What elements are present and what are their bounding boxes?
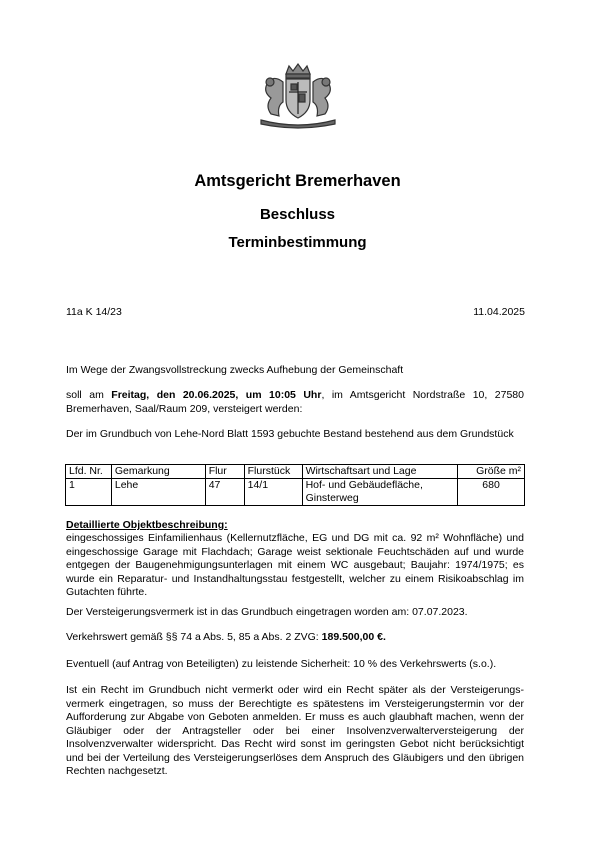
cell-flurstueck: 14/1: [244, 479, 302, 506]
term-prefix: soll am: [66, 389, 112, 401]
intro-paragraph: Im Wege der Zwangsvollstreckung zwecks Aufhebung der Gemeinschaft: [66, 364, 404, 376]
col-header-wirtschaftsart: Wirtschaftsart und Lage: [302, 465, 458, 479]
table-header-row: [66, 465, 525, 479]
market-value-amount: 189.500,00 €.: [321, 631, 386, 643]
col-header-gemarkung: Gemarkung: [111, 465, 205, 479]
document-title: Terminbestimmung: [228, 234, 367, 251]
land-register-paragraph: Der im Grundbuch von Lehe-Nord Blatt 1593 gebuchte Bestand bestehend aus dem Grundstück: [66, 428, 514, 440]
market-value: [66, 631, 524, 645]
document-type: Beschluss: [259, 206, 336, 223]
market-value-label: Verkehrswert gemäß §§ 74 a Abs. 5, 85 a Abs. 2 ZVG:: [66, 631, 322, 643]
document-date: 11.04.2025: [473, 306, 525, 318]
auction-term-paragraph: [66, 389, 524, 416]
cell-gemarkung: Lehe: [111, 479, 205, 506]
cell-wirtschaftsart: Hof- und Gebäudefläche, Ginsterweg: [302, 479, 458, 506]
col-header-flur: Flur: [205, 465, 244, 479]
col-header-flurstueck: Flurstück: [244, 465, 302, 479]
col-header-lfd-nr: Lfd. Nr.: [66, 465, 112, 479]
col-header-groesse: Größe m²: [458, 465, 525, 479]
case-reference: 11a K 14/23: [66, 306, 122, 318]
cell-flur: 47: [205, 479, 244, 506]
object-description-heading: [66, 519, 524, 533]
rights-paragraph: Ist ein Recht im Grundbuch nicht vermerkt oder wird ein Recht später als der Versteigerungs-vermerk eingetragen, so muss der Berechtigte es spätestens im Versteigerungstermin vor der Aufforderung zur Abgabe von Geboten anmelden. Er muss es auch glaubhaft machen, wenn der Gläubiger oder der Antragsteller oder bei einer Insolvenzverwalterversteigerung der Insolvenzverwalter widerspricht. Das Recht wird sonst im geringsten Gebot nicht berücksichtigt und bei der Verteilung des Versteigerungserlöses dem Anspruch des Gläubigers und den übrigen Rechten nachgesetzt.: [66, 684, 524, 777]
term-datetime: Freitag, den 20.06.2025, um 10:05 Uhr: [111, 389, 322, 401]
object-description-text: eingeschossiges Einfamilienhaus (Kellernutzfläche, EG und DG mit ca. 92 m² Wohnfläche) und eingeschossige Garage mit Flachdach; Garage weist sektionale Feuchtschäden auf und wurde entgegen der Baugenehmigungsunterlagen mit einem WC ausgebaut; Baujahr: 1974/1975; es wurde ein Reparatur- und Instandhaltungsstau festgestellt, welcher zu einem Risikoabschlag im Gutachten führte.: [66, 532, 524, 598]
coat-of-arms-icon: [253, 60, 343, 130]
object-description-title: Detaillierte Objektbeschreibung:: [66, 519, 228, 531]
term-location: , im Amtsgericht Nordstraße 10, 27580 Bremerhaven, Saal/Raum 209, versteigert werden:: [66, 389, 524, 415]
court-name: Amtsgericht Bremerhaven: [194, 172, 401, 190]
security-note: Eventuell (auf Antrag von Beteiligten) zu leistende Sicherheit: 10 % des Verkehrswerts (s.o.).: [66, 658, 497, 670]
plot-table: [65, 464, 525, 506]
register-note: Der Versteigerungsvermerk ist in das Grundbuch eingetragen worden am: 07.07.2023.: [66, 606, 468, 618]
table-row: [66, 479, 525, 506]
cell-groesse: 680: [458, 479, 525, 506]
cell-lfd-nr: 1: [66, 479, 112, 506]
